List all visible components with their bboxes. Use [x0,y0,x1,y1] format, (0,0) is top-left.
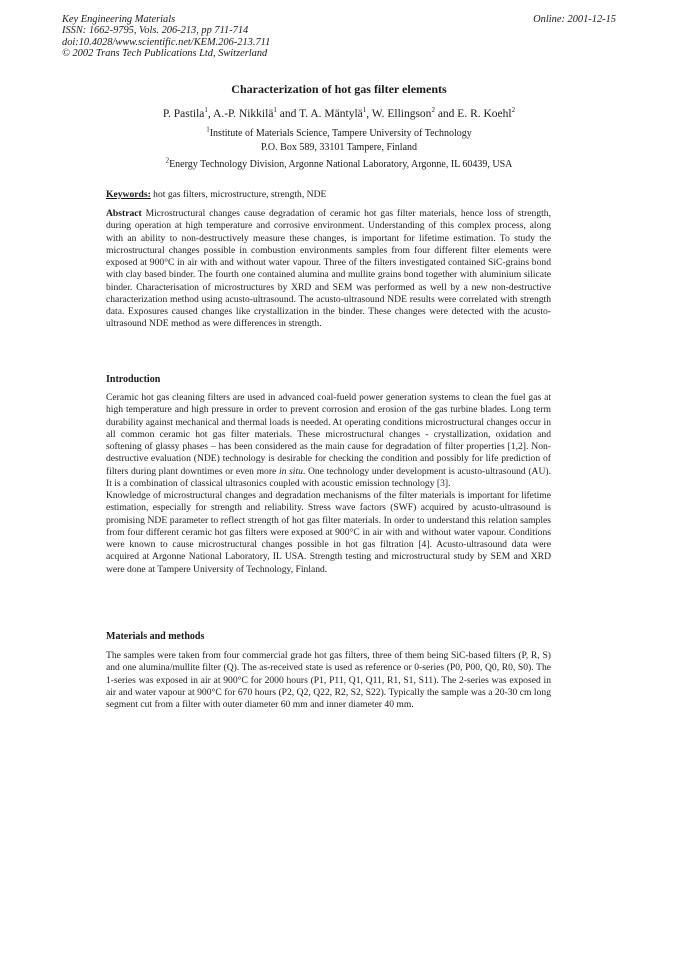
doi-line: doi:10.4028/www.scientific.net/KEM.206-213.711 [62,36,271,48]
copyright-line: © 2002 Trans Tech Publications Ltd, Switzerland [62,48,268,60]
author-name: W. Ellingson [371,108,432,120]
materials-body [106,650,551,711]
conjunction: and [437,108,455,120]
journal-header [62,14,616,60]
affiliation-mark: 1 [362,106,367,115]
affiliation-mark: 1 [204,106,208,115]
author-name: E. R. Koehl [457,108,512,120]
author-name: P. Pastila [162,108,205,120]
online-date: Online: 2001-12-15 [533,14,616,25]
affiliation-mark: 1 [206,125,210,134]
materials-heading: Materials and methods [106,631,205,642]
affiliation-mark: 2 [511,106,516,115]
issn-line: ISSN: 1662-9795, Vols. 206-213, pp 711-714 [62,25,249,37]
affiliation-1-line-2: P.O. Box 589, 33101 Tampere, Finland [260,141,418,153]
affiliation-1-line-1: Institute of Materials Science, Tampere University of Technology [209,128,472,139]
conjunction: and [279,108,297,120]
italic-term: in situ [278,465,303,477]
author-name: A.-P. Nikkilä [213,108,274,120]
keywords-text: hot gas filters, microstructure, strength, NDE [153,189,327,200]
affiliation-mark: 2 [165,156,170,165]
keywords [106,189,551,201]
paragraph [106,392,551,490]
paragraph: Knowledge of microstructural changes and degradation mechanisms of the filter materials is important for lifetime estimation, especially for strength and reliability. Stress wave factors (SWF) acquired by acusto-ultrasound is promising NDE parameter to reflect strength of hot gas filter materials. In order to understand this relation samples from four different ceramic hot gas filters were exposed at 900°C in air with and without water vapour. Conditions were known to cause microstructural changes possible in hot gas filtration [4]. Acusto-ultrasound data were acquired at Argonne National Laboratory, IL USA. Strength testing and microstructural study by SEM and XRD were done at Tampere University of Technology, Finland. [106,490,551,575]
author-list: P. Pastila$^1$, A.-P. Nikkilä$^1$ and T. A. Mäntylä$^1$, W. Ellingson$^2$ and E. R. Koehl$^2$ [162,106,516,120]
abstract-label: Abstract [106,208,142,219]
keywords-label: Keywords: [106,189,151,200]
paper-title: Characterization of hot gas filter elements [231,82,447,96]
abstract [106,208,551,331]
affiliation-1 [0,127,678,154]
affiliation-mark: 1 [273,106,277,115]
introduction-body [106,392,551,576]
affiliation-mark: 2 [431,106,435,115]
journal-name: Key Engineering Materials [62,14,176,25]
author-name: T. A. Mäntylä [299,108,363,120]
abstract-text: Microstructural changes cause degradation of ceramic hot gas filter materials, hence loss of strength, during operation at high temperature and corrosive environment. Understanding of this complex process, along with an ability to non-destructively measure these changes, is important for lifetime estimation. To study the microstructural changes possible in combustion environments samples from four different filter elements were exposed at 900°C in air with and without water vapour. Three of the filters investigated contained SiC-grains bond with clay based binder. The fourth one contained alumina and mullite grains bond together with aluminium silicate binder. Characterisation of microstructures by XRD and SEM was performed as well by a new non-destructive characterization method using acusto-ultrasound. The acusto-ultrasound NDE results were correlated with strength data. Exposures caused changes like crystallization in the binder. These changes were detected with the acusto-ultrasound NDE method as were differences in strength. [106,208,551,330]
affiliation-2-text: Energy Technology Division, Argonne National Laboratory, Argonne, IL 60439, USA [169,159,513,170]
paragraph-text: Ceramic hot gas cleaning filters are used in advanced coal-fueld power generation systems to clean the fuel gas at high temperature and high pressure in order to prevent corrosion and erosion of the gas turbine blades. Long term durability against mechanical and thermal loads is needed. At operating conditions microstructural changes occur in all common ceramic hot gas filter materials. These microstructural changes - crystallization, oxidation and softening of glassy phases – has been considered as the main cause for degradation of filter properties [1,2]. Non-destructive evaluation (NDE) technology is desirable for checking the condition and possibly for life prediction of filters during plant downtimes or even more [106,392,551,477]
paragraph-text: . One technology under development is acusto-ultrasound (AU). It is a combination of classical ultrasonics coupled with acoustic emission technology [3]. [106,465,551,489]
paragraph: The samples were taken from four commercial grade hot gas filters, three of them being SiC-based filters (P, R, S) and one alumina/mullite filter (Q). The as-received state is used as reference or 0-series (P0, P00, Q0, R0, S0). The 1-series was exposed in air at 900°C for 2000 hours (P1, P11, Q1, Q11, R1, S1, S11). The 2-series was exposed in air and water vapour at 900°C for 670 hours (P2, Q2, Q22, R2, S2, S22). Typically the sample was a 20-30 cm long segment cut from a filter with outer diameter 60 mm and inner diameter 40 mm. [106,650,551,710]
affiliation-2 [0,158,678,172]
introduction-heading: Introduction [106,374,161,385]
